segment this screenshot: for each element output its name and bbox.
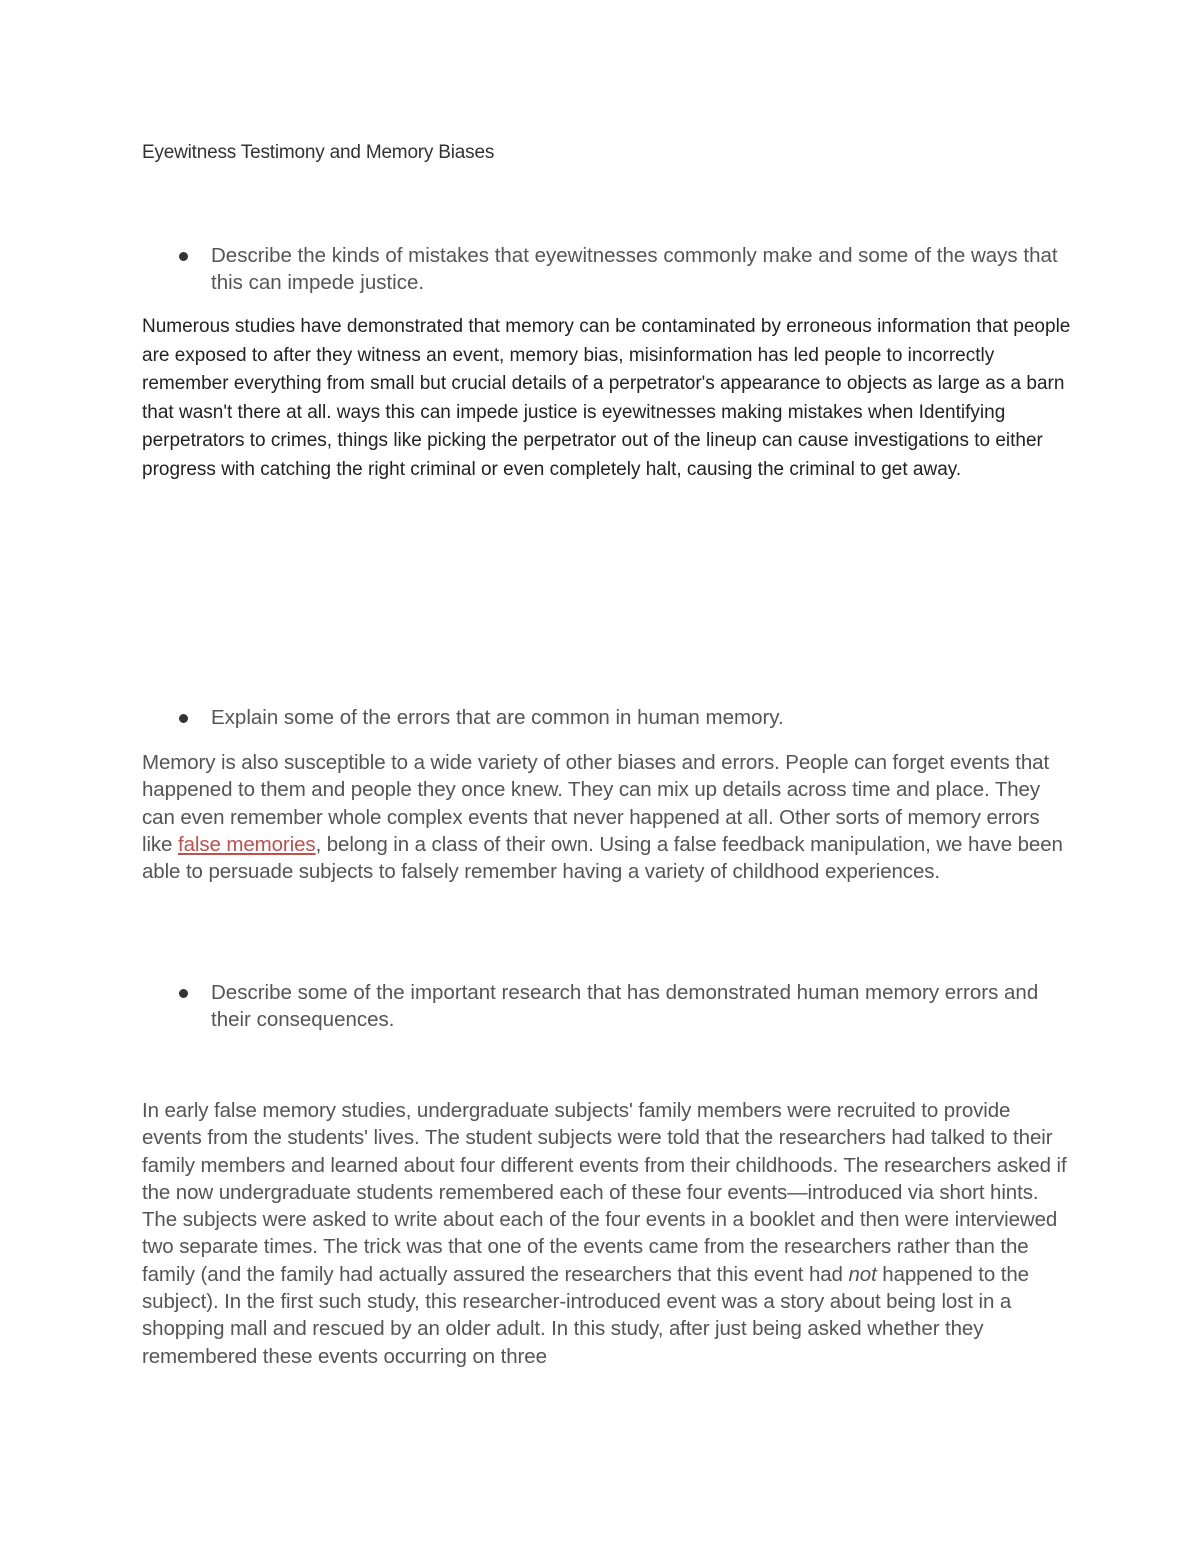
bullet-text: Describe some of the important research that has demonstrated human memory errors and their consequences.: [211, 981, 1039, 1031]
answer-paragraph-mistakes: Numerous studies have demonstrated that memory can be contaminated by erroneous information that people are exposed to after they witness an event, memory bias, misinformation has led people to incorrectly remember everything from small but crucial details of a perpetrator's appearance to objects as large as a barn that wasn't there at all. ways this can impede justice is eyewitnesses making mistakes when Identifying perpetrators to crimes, things like picking the perpetrator out of the lineup can cause investigations to either progress with catching the right criminal or even completely halt, causing the criminal to get away.: [142, 316, 1071, 480]
bullet-item-mistakes: [142, 242, 1062, 296]
paragraph-text: happened to the subject). In the first such study, this researcher-introduced event was a story about being lost in a shopping mall and rescued by an older adult. In this study, after just being asked whether they remembered these events occurring on three: [142, 1262, 1029, 1368]
bullet-text: Describe the kinds of mistakes that eyewitnesses commonly make and some of the ways that this can impede justice.: [211, 244, 1058, 294]
answer-paragraph-errors: [142, 749, 1067, 885]
bullet-text: Explain some of the errors that are common in human memory.: [211, 706, 784, 729]
paragraph-text: , belong in a class of their own. Using a false feedback manipulation, we have been able to persuade subjects to falsely remember having a variety of childhood experiences.: [142, 832, 1063, 884]
answer-paragraph-research: [142, 1097, 1067, 1370]
emphasized-word: not: [848, 1262, 877, 1286]
document-title: Eyewitness Testimony and Memory Biases: [142, 142, 495, 163]
bullet-item-research: [142, 979, 1062, 1033]
bullet-icon: [179, 989, 188, 998]
false-memories-link[interactable]: false memories: [177, 832, 316, 856]
paragraph-text: In early false memory studies, undergraduate subjects' family members were recruited to provide events from the students' lives. The student subjects were told that the researchers had talked to their family members and learned about four different events from their childhoods. The researchers asked if the now undergraduate students remembered each of these four events—introduced via short hints. The subjects were asked to write about each of the four events in a booklet and then were interviewed two separate times. The trick was that one of the events came from the researchers rather than the family (and the family had actually assured the researchers that this event had: [142, 1099, 1067, 1286]
paragraph-text: Memory is also susceptible to a wide variety of other biases and errors. People can forget events that happened to them and people they once knew. They can mix up details across time and place. They can even remember whole complex events that never happened at all. Other sorts of memory errors like: [142, 751, 1050, 856]
bullet-item-errors: [142, 704, 1062, 731]
bullet-icon: [179, 252, 188, 261]
bullet-icon: [179, 714, 188, 723]
